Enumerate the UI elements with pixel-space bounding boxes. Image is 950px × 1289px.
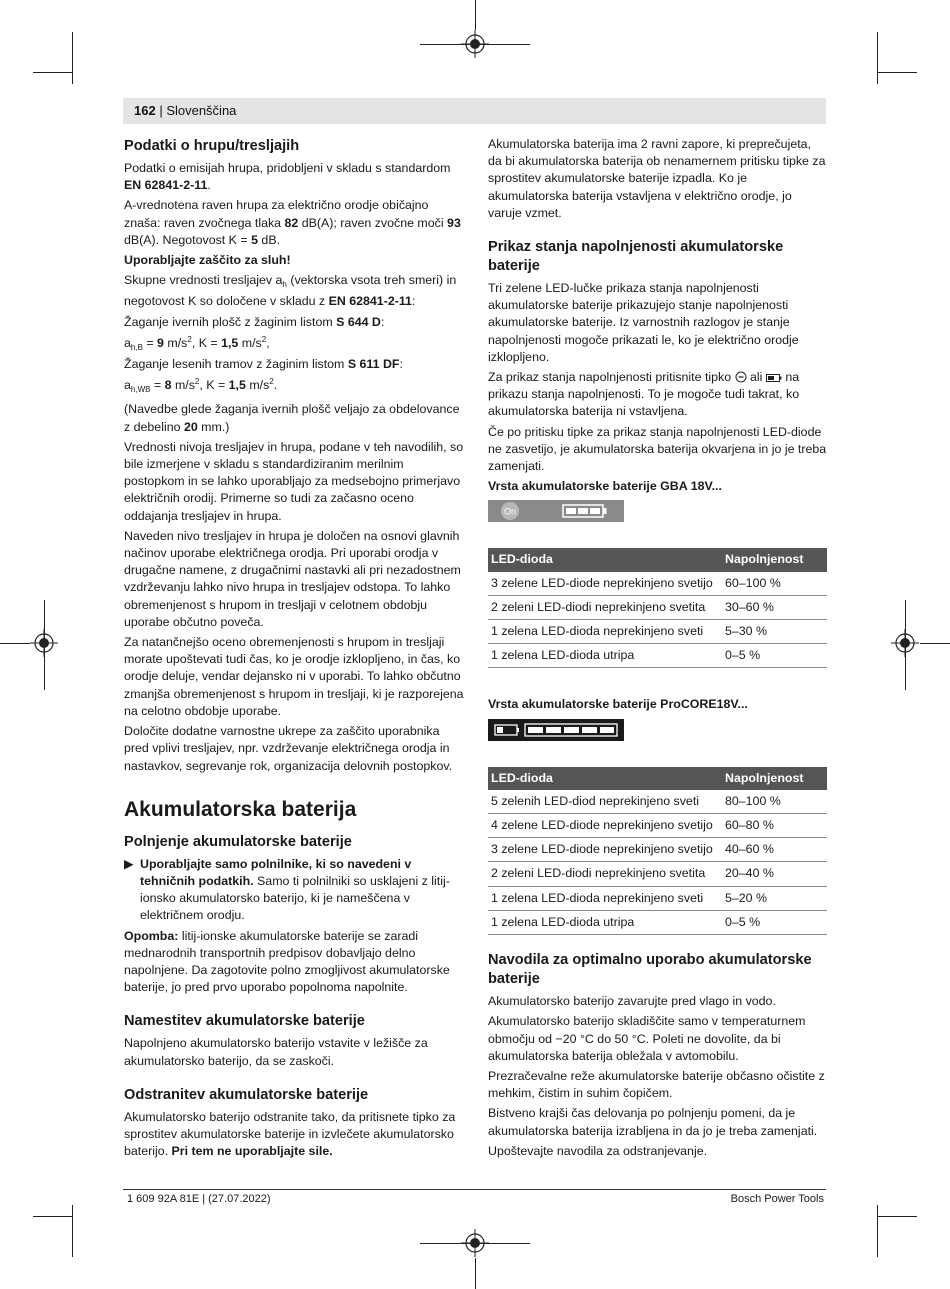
table-header-row — [488, 548, 827, 571]
procore-battery-indicator-icon — [488, 719, 624, 741]
charging-note: Opomba: litij-ionske akumulatorske baterije se zaradi mednarodnih transportnih predpisov dobavljajo delno napolnjene. Da zagotovite polno zmogljivost akumulatorske baterije, jo pred prvo uporabo popolnoma napolnite. — [124, 928, 450, 995]
table-header-cell: Napolnjenost — [722, 548, 827, 571]
paragraph: Vrednosti nivoja tresljajev in hrupa, podane v teh navodilih, so bile izmerjene v skladu s standardiziranim merilnim postopkom in se lahko uporabljajo za medsebojno primerjavo električnih orodij. Primerne so tudi za začasno oceno oddajanja tresljajev in hrupa. — [124, 439, 464, 523]
paragraph: Naveden nivo tresljajev in hrupa je določen na osnovi glavnih načinov uporabe električnega orodja. Pri uporabi orodja v drugačne namene, z drugačnimi nastavki ali pri nezadostnem vzdrževanju lahko nivo hrupa in tresljajev odstopa. To lahko obremenjenost s hrupom in tresljaji v celotnem obdobju uporabe občutno poveča. — [124, 528, 461, 629]
table-cell: 2 zeleni LED-diodi neprekinjeno svetita — [488, 595, 722, 619]
registration-mark-icon — [461, 1229, 489, 1257]
battery-section-title: Akumulatorska baterija — [124, 797, 357, 821]
table-row — [488, 644, 827, 668]
table-cell: 20–40 % — [722, 862, 827, 886]
table-cell: 30–60 % — [722, 595, 827, 619]
table-cell: 1 zelena LED-dioda utripa — [488, 644, 722, 668]
registration-mark-icon — [461, 30, 489, 58]
battery-gauge-icon — [766, 373, 782, 383]
table-row — [488, 814, 827, 838]
paragraph: Prezračevalne reže akumulatorske baterije občasno očistite z mehkim, čistim in suhim čopičem. — [488, 1068, 825, 1101]
vibration-value-beams: $a_{h,WB} = 8$ $m/s^2$, K = 1,5 $m/s^2$. — [124, 377, 278, 395]
table-header-cell: LED-dioda — [488, 548, 722, 571]
crop-mark — [877, 72, 917, 73]
crop-mark — [72, 1205, 73, 1257]
remove-text: Akumulatorsko baterijo odstranite tako, da pritisnete tipko za sprostitev akumulatorske baterije in izvlečete akumulatorsko baterijo. Pri tem ne uporabljajte sile. — [124, 1109, 456, 1159]
gba-heading: Vrsta akumulatorske baterije GBA 18V... — [488, 479, 722, 494]
table-cell: 40–60 % — [722, 838, 827, 862]
table-row — [488, 838, 827, 862]
paragraph: Določite dodatne varnostne ukrepe za zaščito uporabnika pred vplivi tresljajev, npr. vzdrževanje električnega orodja in nastavkov, segrevanje rok, organizacija delovnih postopkov. — [124, 724, 453, 773]
table-cell: 80–100 % — [722, 790, 827, 814]
crop-mark — [475, 1258, 476, 1289]
bullet-arrow-icon: ▶ — [124, 856, 134, 871]
table-cell: 0–5 % — [722, 644, 827, 668]
hearing-protection-warning: Uporabljajte zaščito za sluh! — [124, 253, 291, 268]
table-cell: 3 zelene LED-diode neprekinjeno svetijo — [488, 838, 722, 862]
paragraph: Akumulatorsko baterijo skladiščite samo v temperaturnem območju od −20 °C do 50 °C. Poleti ne dovolite, da bi akumulatorska baterija obležala v avtomobilu. — [488, 1014, 806, 1063]
insert-text: Napolnjeno akumulatorsko baterijo vstavite v ležišče za akumulatorsko baterijo, da se zaskoči. — [124, 1036, 428, 1068]
table-cell: 3 zelene LED-diode neprekinjeno svetijo — [488, 572, 722, 596]
table-header-cell: LED-dioda — [488, 767, 722, 790]
crop-mark — [920, 643, 950, 644]
table-cell: 60–80 % — [722, 814, 827, 838]
registration-mark-icon — [30, 629, 58, 657]
table-row — [488, 862, 827, 886]
vibration-note: (Navedbe glede žaganja ivernih plošč veljajo za obdelovance z debelino 20 mm.) — [124, 402, 460, 434]
gba-charge-table — [488, 548, 827, 668]
vibration-value-chipboard: $a_{h,B} = 9$ $m/s^2$, K = 1,5 $m/s^2$, — [124, 334, 270, 352]
table-cell: 5–30 % — [722, 620, 827, 644]
vibration-line-beams: Žaganje lesenih tramov z žaginim listom S 611 DF: — [124, 357, 403, 372]
crop-mark — [877, 1205, 878, 1257]
table-cell: 0–5 % — [722, 910, 827, 934]
gba-battery-indicator-icon — [488, 500, 624, 522]
procore-charge-table — [488, 767, 827, 935]
page-number: 162 — [134, 103, 156, 118]
crop-mark — [33, 72, 73, 73]
paragraph: Akumulatorsko baterijo zavarujte pred vlago in vodo. — [488, 994, 776, 1009]
charge-indicator-button-icon — [735, 371, 747, 383]
registration-mark-icon — [891, 629, 919, 657]
crop-mark — [475, 0, 476, 30]
table-row — [488, 595, 827, 619]
table-header-cell: Napolnjenost — [722, 767, 827, 790]
table-cell: 1 zelena LED-dioda utripa — [488, 910, 722, 934]
table-row — [488, 910, 827, 934]
paragraph: Tri zelene LED-lučke prikaza stanja napolnjenosti akumulatorske baterije prikazujejo stanje napolnjenosti akumulatorske baterije. Iz varnostnih razlogov je stanje napolnjenosti mogoče prikazati le, ko je električno orodje izklopljeno. — [488, 281, 799, 364]
gba-on-label: On — [503, 506, 517, 517]
crop-mark — [0, 643, 30, 644]
paragraph: Bistveno krajši čas delovanja po polnjenju pomeni, da je akumulatorska baterija izrabljena in da jo je treba zamenjati. — [488, 1106, 818, 1138]
table-cell: 4 zelene LED-diode neprekinjeno svetijo — [488, 814, 722, 838]
crop-mark — [877, 1216, 917, 1217]
vibration-paragraph: Skupne vrednosti tresljajev $a_h$ (vektorska vsota treh smeri) in negotovost K so določene v skladu z EN 62841-2-11: — [124, 273, 457, 309]
footer-rule — [123, 1189, 826, 1190]
battery-lock-paragraph: Akumulatorska baterija ima 2 ravni zapore, ki preprečujeta, da bi akumulatorska baterija ob nenamernem pritisku tipke za sprostitev akumulatorske baterije izpadla. Ko je akumulatorska baterija vstavljena v električno orodje, jo varuje vzmet. — [488, 137, 826, 220]
table-cell: 1 zelena LED-dioda neprekinjeno sveti — [488, 620, 722, 644]
table-header-row — [488, 767, 827, 790]
page-header: 162 | Slovenščina — [134, 103, 237, 118]
vibration-line-chipboard: Žaganje ivernih plošč z žaginim listom S 644 D: — [124, 314, 385, 329]
crop-mark — [877, 32, 878, 84]
table-row — [488, 572, 827, 596]
left-column — [124, 137, 464, 1163]
noise-values-paragraph: A-vrednotena raven hrupa za električno orodje običajno znaša: raven zvočnega tlaka 82 dB(A); raven zvočne moči 93 dB(A). Negotovost K = 5 dB. — [124, 198, 461, 247]
table-row — [488, 790, 827, 814]
remove-heading: Odstranitev akumulatorske baterije — [124, 1086, 369, 1103]
table-cell: 1 zelena LED-dioda neprekinjeno sveti — [488, 886, 722, 910]
table-cell: 5 zelenih LED-diod neprekinjeno sveti — [488, 790, 722, 814]
paragraph: Za natančnejšo oceno obremenjenosti s hrupom in tresljaji morate upoštevati tudi čas, ko je orodje izklopljeno, in čas, ko orodje deluje, vendar dejansko ni v uporabi. To lahko občutno zmanjša obremenjenost s hrupom in tresljaji, ki je razporejena na celotno obdobje uporabe. — [124, 635, 464, 718]
charging-bullet: ▶ Uporabljajte samo polnilnike, ki so navedeni v tehničnih podatkih. Samo ti polnilniki so usklajeni z litij-ionsko akumulatorsko baterijo, ki je nameščena v električnem orodju. — [124, 856, 450, 923]
footer-document-id: 1 609 92A 81E | (27.07.2022) — [127, 1193, 271, 1205]
table-cell: 5–20 % — [722, 886, 827, 910]
noise-paragraph: Podatki o emisijah hrupa, pridobljeni v skladu s standardom EN 62841-2-11. — [124, 161, 451, 193]
paragraph: Upoštevajte navodila za odstranjevanje. — [488, 1143, 708, 1158]
charging-heading: Polnjenje akumulatorske baterije — [124, 833, 352, 850]
paragraph: Če po pritisku tipke za prikaz stanja napolnjenosti LED-diode ne zasvetijo, je akumulatorska baterija okvarjena in jo je treba zamenjati. — [488, 424, 827, 474]
insert-heading: Namestitev akumulatorske baterije — [124, 1013, 365, 1030]
table-cell: 2 zeleni LED-diodi neprekinjeno svetita — [488, 862, 722, 886]
crop-mark — [33, 1216, 73, 1217]
right-column — [488, 136, 828, 1163]
procore-heading: Vrsta akumulatorske baterije ProCORE18V... — [488, 697, 748, 712]
footer-brand: Bosch Power Tools — [730, 1193, 824, 1205]
usage-heading: Navodila za optimalno uporabo akumulatorske baterije — [488, 952, 812, 988]
noise-heading: Podatki o hrupu/tresljajih — [124, 138, 300, 154]
charge-button-paragraph: Za prikaz stanja napolnjenosti pritisnite tipko ali na prikazu stanja napolnjenosti. To je mogoče tudi takrat, ko akumulatorska baterija ni vstavljena. — [488, 370, 800, 419]
page-language: Slovenščina — [166, 103, 237, 118]
crop-mark — [72, 32, 73, 84]
table-row — [488, 886, 827, 910]
table-row — [488, 620, 827, 644]
charge-indicator-heading: Prikaz stanja napolnjenosti akumulatorske baterije — [488, 239, 784, 275]
table-cell: 60–100 % — [722, 572, 827, 596]
